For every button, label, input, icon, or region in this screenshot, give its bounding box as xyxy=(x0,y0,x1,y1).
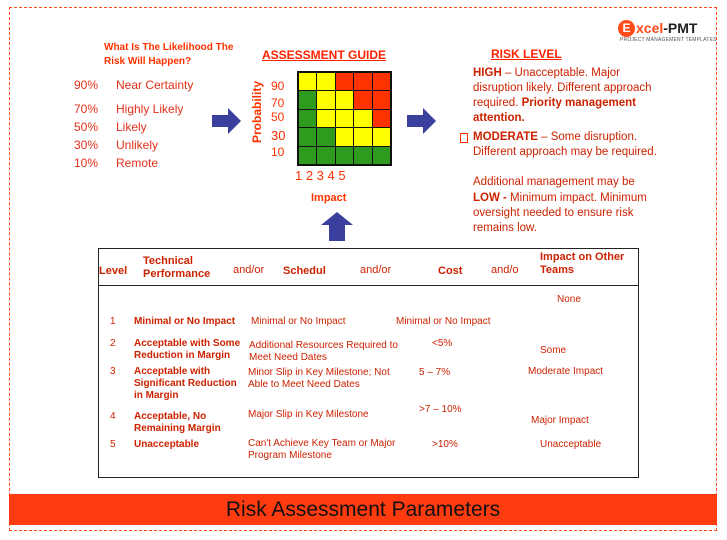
arrow-right-icon xyxy=(407,106,437,136)
likelihood-label: Unlikely xyxy=(116,138,159,152)
row-technical: Acceptable, No Remaining Margin xyxy=(134,411,221,434)
header-schedule: Schedul xyxy=(283,265,326,277)
matrix-cell-green xyxy=(317,147,334,164)
likelihood-pct: 10% xyxy=(74,156,99,170)
likelihood-pct: 90% xyxy=(74,78,99,92)
row-schedule: Can't Achieve Key Team or Major Program Milestone xyxy=(248,438,396,461)
matrix-cell-green xyxy=(299,110,316,127)
matrix-cell-yellow xyxy=(336,128,353,145)
likelihood-label: Near Certainty xyxy=(116,78,194,92)
row-level: 2 xyxy=(110,338,116,349)
row-schedule: Additional Resources Required to Meet Need Dates xyxy=(249,340,398,363)
probability-axis-label: Probability xyxy=(250,80,264,143)
row-cost: >10% xyxy=(432,439,458,450)
row-cost: 5 – 7% xyxy=(419,367,451,378)
probability-tick: 90 xyxy=(271,79,285,93)
matrix-cell-yellow xyxy=(373,128,390,145)
risk-low-text xyxy=(473,191,668,236)
impact-table xyxy=(98,248,639,478)
probability-tick: 70 xyxy=(271,96,285,110)
probability-tick: 10 xyxy=(271,145,285,159)
row-technical: Unacceptable xyxy=(134,439,200,450)
matrix-cell-red xyxy=(354,91,371,108)
probability-tick: 30 xyxy=(271,128,286,143)
matrix-cell-yellow xyxy=(336,91,353,108)
logo-subtitle: PROJECT MANAGEMENT TEMPLATES xyxy=(620,37,717,43)
risk-moderate-extra: Additional management may be xyxy=(473,176,635,188)
checkbox-icon xyxy=(460,133,468,143)
logo-mark-icon: E xyxy=(618,20,635,37)
row-level: 3 xyxy=(110,366,116,377)
logo-text-a: xcel xyxy=(636,20,664,36)
matrix-cell-red xyxy=(373,91,390,108)
matrix-cell-green xyxy=(317,128,334,145)
matrix-cell-green xyxy=(299,91,316,108)
matrix-cell-red xyxy=(373,73,390,90)
matrix-cell-red xyxy=(354,73,371,90)
matrix-cell-yellow xyxy=(299,73,316,90)
matrix-cell-yellow xyxy=(354,110,371,127)
row-cost: <5% xyxy=(432,338,453,349)
row-cost: Minimal or No Impact xyxy=(396,316,491,327)
row-cost: >7 – 10% xyxy=(419,404,462,415)
logo-text-b: -PMT xyxy=(663,20,698,36)
risk-high-label: HIGH xyxy=(473,67,502,79)
row-level: 5 xyxy=(110,439,116,450)
matrix-cell-yellow xyxy=(317,73,334,90)
matrix-cell-green xyxy=(354,147,371,164)
risk-low-label: LOW - xyxy=(473,192,507,204)
row-other: Major Impact xyxy=(531,415,589,426)
logo-text xyxy=(636,20,697,37)
footer-banner xyxy=(9,494,717,525)
arrow-up-icon xyxy=(320,212,354,242)
header-andor: and/or xyxy=(360,264,392,276)
excel-pmt-logo xyxy=(618,20,717,44)
matrix-cell-yellow xyxy=(317,91,334,108)
row-level: 1 xyxy=(110,316,116,327)
likelihood-label: Highly Likely xyxy=(116,102,184,116)
row-other: Some xyxy=(540,345,567,356)
risk-matrix xyxy=(297,71,392,166)
row-schedule: Minor Slip in Key Milestone; Not Able to Meet Need Dates xyxy=(248,367,390,390)
row-other: Unacceptable xyxy=(540,439,602,450)
header-andor: and/or xyxy=(233,264,265,276)
impact-axis-label: Impact xyxy=(311,192,347,204)
row-technical: Minimal or No Impact xyxy=(134,316,236,327)
impact-ticks: 1 2 3 4 5 xyxy=(295,168,346,183)
matrix-cell-green xyxy=(336,147,353,164)
matrix-cell-red xyxy=(336,73,353,90)
other-none: None xyxy=(557,294,581,305)
row-level: 4 xyxy=(110,411,116,422)
matrix-cell-green xyxy=(299,147,316,164)
header-technical: Technical Performance xyxy=(143,255,211,280)
risk-moderate-desc: – Some disruption. Different approach may be required. xyxy=(473,131,657,158)
matrix-cell-red xyxy=(373,110,390,127)
header-level: Level xyxy=(99,265,128,277)
row-schedule: Minimal or No Impact xyxy=(251,316,346,327)
risk-moderate-text xyxy=(473,130,668,160)
risk-low-desc: Minimum impact. Minimum oversight needed to ensure risk remains low. xyxy=(473,192,647,234)
header-andor: and/o xyxy=(491,264,519,276)
risk-high-bold-tail: Priority management attention. xyxy=(473,97,636,124)
likelihood-label: Remote xyxy=(116,156,159,170)
likelihood-label: Likely xyxy=(116,120,147,134)
probability-tick: 50 xyxy=(271,110,285,124)
footer-title: Risk Assessment Parameters xyxy=(225,498,501,521)
header-other-teams: Impact on Other Teams xyxy=(540,251,625,276)
row-technical: Acceptable with Significant Reduction in Margin xyxy=(134,366,237,401)
risk-high-text xyxy=(473,66,668,126)
row-schedule: Major Slip in Key Milestone xyxy=(248,409,369,420)
header-cost: Cost xyxy=(438,265,463,277)
arrow-right-icon xyxy=(212,106,242,136)
likelihood-pct: 30% xyxy=(74,138,99,152)
matrix-cell-yellow xyxy=(317,110,334,127)
matrix-cell-yellow xyxy=(354,128,371,145)
table-header-divider xyxy=(99,285,638,286)
matrix-cell-green xyxy=(373,147,390,164)
likelihood-title: What Is The Likelihood The Risk Will Happen? xyxy=(104,42,234,67)
assessment-guide-title: ASSESSMENT GUIDE xyxy=(262,48,387,62)
row-technical: Acceptable with Some Reduction in Margin xyxy=(134,338,241,361)
matrix-cell-yellow xyxy=(336,110,353,127)
row-other: Moderate Impact xyxy=(528,366,604,377)
risk-level-title: RISK LEVEL xyxy=(491,47,562,61)
risk-high-desc: – Unacceptable. Major disruption likely. Different approach required. xyxy=(473,67,652,109)
likelihood-pct: 70% xyxy=(74,102,99,116)
matrix-cell-green xyxy=(299,128,316,145)
likelihood-pct: 50% xyxy=(74,120,99,134)
risk-moderate-label: MODERATE xyxy=(473,131,538,143)
